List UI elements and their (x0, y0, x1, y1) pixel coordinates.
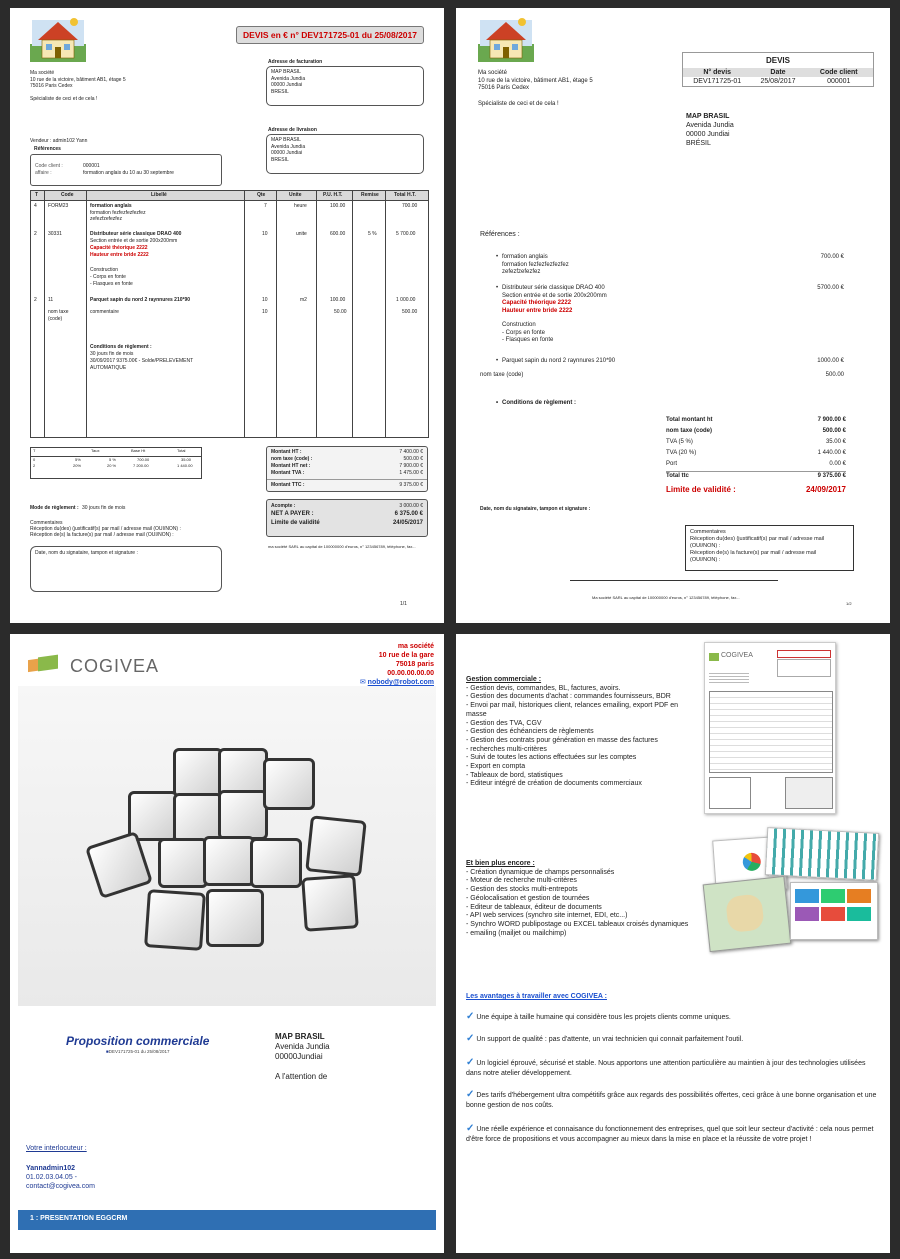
feature-item: - recherches multi-critères (466, 745, 547, 753)
total-ht: 7 400.00 € (399, 449, 423, 455)
checkmark-icon: ✓ (466, 1123, 475, 1134)
row-pu: 600.00 (330, 231, 346, 237)
item-amount: 1000.00 € (817, 358, 844, 364)
comments-line: (OUI/NON) : (690, 543, 721, 549)
row-unit: heure (294, 203, 307, 209)
total-row (666, 439, 846, 450)
footer-divider (570, 580, 778, 581)
row-total: 5 700.00 (396, 231, 416, 237)
total-label: Total montant ht (666, 417, 713, 423)
item-amount: 700.00 € (820, 254, 844, 260)
row-desc: Hauteur entre bride 2222 (90, 252, 149, 258)
item-distributeur (502, 285, 607, 345)
item-amount: 500.00 (825, 372, 844, 378)
comments-box (685, 525, 854, 571)
proposal-ref-row (106, 1049, 170, 1054)
quote-title: DEVIS en € n° DEV171725-01 du 25/08/2017 (236, 26, 424, 44)
col-libelle: Libellé (151, 192, 167, 198)
total-value: 9 375.00 € (817, 473, 846, 479)
client-code: 000001 (83, 163, 100, 169)
delivery-address (266, 134, 424, 174)
delivery-line: MAP BRASIL (271, 137, 301, 143)
payment-mode: 30 jours fin de mois (82, 505, 126, 511)
company-addr1: 10 rue de la victoire, bâtiment AB1, étage 5 (30, 76, 126, 83)
total-tva: 1 475.00 € (399, 470, 423, 476)
company-phone: 00.00.00.00.00 (387, 670, 434, 677)
devis-col-date: Date (770, 69, 786, 76)
contact-block (26, 1164, 95, 1191)
company-addr: 10 rue de la gare (378, 652, 434, 659)
bullet-icon: • (496, 254, 499, 260)
billing-line: Avenida Jundia (271, 75, 306, 82)
devis-header-row (683, 68, 873, 77)
row-code: 30331 (48, 231, 62, 237)
validity-date: 24/09/2017 (805, 485, 846, 494)
col-qte: Qte (257, 192, 266, 198)
bullet-icon: • (496, 285, 499, 291)
feature-item: - API web services (synchro site internet, EDI, etc...) (466, 912, 628, 920)
company-name: Ma société (30, 70, 55, 76)
validity-label: Limite de validité : (666, 485, 736, 494)
company-addr1: 10 rue de la victoire, bâtiment AB1, étage 5 (478, 77, 593, 84)
cogivea-logo-icon (28, 656, 62, 672)
vat-cell: 5 % (109, 457, 116, 462)
row-total: 500.00 (402, 309, 418, 315)
feature-item: - Suivi de toutes les actions effectuées sur les comptes (466, 754, 637, 762)
company-addr2: 75016 Paris Cedex (478, 85, 530, 91)
contact-phone: 01.02.03.04.05 - (26, 1174, 77, 1181)
company-address (478, 70, 593, 108)
vendor: Vendeur : admin102 Yann (30, 138, 88, 144)
row-pu: 50.00 (334, 309, 347, 315)
payment-conditions: 30 jours fin de mois (90, 351, 134, 357)
item-amount: 5700.00 € (817, 285, 844, 291)
signature-label: Date, nom du signataire, tampon et signature : (35, 550, 138, 556)
checkmark-icon: ✓ (466, 1057, 475, 1068)
features-title: Et bien plus encore : (466, 860, 535, 867)
advantage-text: Un logiciel éprouvé, sécurisé et stable. Nous apportons une attention particulière au maintien à jour des technologies utilisées dans notre atelier développement. (466, 1060, 866, 1077)
total-row (666, 428, 846, 439)
legal-footer: ma société SARL au capital de 100000000 d'euros, n° 123456789, téléphone, fax... (268, 544, 416, 549)
vat-cell: 20% (73, 463, 82, 468)
payment-conditions: AUTOMATIQUE (90, 365, 127, 371)
advantage-item (466, 1034, 881, 1045)
devis-number: DEV171725-01 (693, 78, 742, 85)
total-label: nom taxe (code) (666, 428, 713, 434)
company-city: 75018 paris (395, 661, 434, 668)
feature-item: - Gestion devis, commandes, BL, factures, avoirs. (466, 684, 621, 692)
company-block (360, 642, 434, 687)
devis-col-client: Code client (819, 69, 858, 76)
item-title: formation anglais (502, 254, 548, 260)
company-addr2: 75016 Paris Cedex (30, 83, 73, 89)
client-name: MAP BRASIL (275, 1032, 325, 1041)
col-pu: P.U. H.T. (323, 192, 343, 198)
feature-item: - Editeur intégré de création de documents commerciaux (466, 780, 642, 788)
item-desc: formation fezfezfezfezfez (502, 261, 569, 268)
row-desc: Construction (90, 267, 119, 273)
devis-value-row (683, 77, 873, 86)
payment-mode-label: Mode de règlement : (30, 505, 79, 511)
brand-name: COGIVEA (70, 656, 160, 676)
row-t: 2 (34, 297, 37, 303)
total-label: Port (666, 461, 678, 467)
vat-col-rate: Taux (91, 448, 100, 453)
section-title: 1 : PRESENTATION EGGCRM (30, 1215, 128, 1222)
row-label: Distributeur série classique DRAO 400 (90, 231, 182, 237)
item-desc: Section entrée et de sortie 200x200mm (502, 292, 607, 299)
feature-item: - Synchro WORD publipostage ou EXCEL tableaux croisés dynamiques (466, 920, 689, 928)
total-value: 1 440.00 € (817, 450, 846, 456)
total-row (666, 450, 846, 461)
section-banner (18, 1210, 436, 1230)
client-line: Avenida Jundia (686, 122, 734, 129)
checkmark-icon: ✓ (466, 1011, 475, 1022)
row-qty: 10 (262, 231, 268, 237)
contact-email: contact@cogivea.com (26, 1183, 95, 1190)
total-row (666, 417, 846, 428)
proposal-ref: DEV171725-01 du 25/08/2017 (108, 1049, 170, 1054)
client-block (275, 1032, 330, 1082)
comments-line: Réception de(s) la facture(s) par mail / adresse mail (690, 550, 817, 556)
row-t: 2 (34, 231, 37, 237)
row-code: FORM23 (48, 203, 69, 209)
bullet-icon: • (496, 400, 499, 406)
row-desc: Section entrée et de sortie 200x200mm (90, 238, 178, 244)
item-formation (502, 254, 569, 277)
total-label: TVA (5 %) (666, 439, 693, 445)
contact-name: Yannadmin102 (26, 1165, 76, 1172)
feature-item: - Gestion des stocks multi-entrepots (466, 886, 578, 894)
totals-box (266, 446, 428, 492)
row-qty: 10 (262, 309, 268, 315)
delivery-label: Adresse de livraison (268, 127, 317, 133)
doc-icon: ■ (106, 1049, 109, 1054)
total-value: 35.00 € (825, 439, 846, 445)
advantage-item (466, 1090, 881, 1111)
mail-icon: ✉ (359, 679, 366, 686)
item-desc: Capacité théorique 2222 (502, 300, 572, 306)
features-commercial (466, 676, 701, 789)
row-total: 1 000.00 (396, 297, 416, 303)
advantage-text: Un support de qualité : pas d'attente, un vrai technicien qui connait parfaitement l'outil. (476, 1036, 744, 1043)
payment-conditions: 30/09/2017 9375.00€ - Solde/PRELEVEMENT (90, 358, 194, 364)
total-htnet-label: Montant HT net : (271, 463, 311, 469)
feature-item: - Tableaux de bord, statistiques (466, 771, 563, 779)
company-email-link[interactable]: nobody@robot.com (367, 679, 434, 686)
advantage-item (466, 1058, 881, 1079)
advantage-text: Des tarifs d'hébergement ultra compétitifs grâce aux regards des possibilités offertes, ceci grâce à une bonne organisation et une bonne gestion de nos coûts. (466, 1092, 877, 1109)
company-name: Ma société (478, 70, 508, 76)
signature-label: Date, nom du signataire, tampon et signature : (480, 506, 591, 512)
advantages-title: Les avantages à travailler avec COGIVEA : (466, 993, 607, 1000)
advantage-text: Une réelle expérience et connaisance du fonctionnement des entreprises, quel que soit leur secteur d'activité : cela nous permet d'être force de propositions et vous accompagner au mieux dans la mise en place et la réussite de votre projet ! (466, 1126, 874, 1143)
client-attention: A l'attention de (275, 1072, 328, 1081)
vat-cell: 2 (33, 463, 36, 468)
contact-label: Votre interlocuteur : (26, 1145, 87, 1152)
feature-item: - Gestion des TVA, CGV (466, 719, 542, 727)
company-name: ma société (397, 643, 434, 650)
item-title: nom taxe (code) (480, 372, 524, 378)
item-desc: - Corps en fonte (502, 329, 546, 336)
item-desc: zefezfzefezfez (502, 269, 541, 275)
row-pu: 100.00 (330, 297, 346, 303)
payment-box (266, 499, 428, 537)
item-desc: - Flasques en fonte (502, 337, 554, 343)
feature-item: - Gestion des documents d'achat : commandes fournisseurs, BDR (466, 693, 671, 701)
row-desc: zefezfzefezfez (90, 216, 122, 222)
vat-cell: 20 % (107, 463, 117, 468)
delivery-line: Avenida Jundia (271, 143, 306, 150)
row-desc: Capacité théorique 2222 (90, 245, 148, 251)
row-code: 11 (48, 297, 54, 303)
client-line: 00000Jundiai (275, 1052, 323, 1061)
checkmark-icon: ✓ (466, 1033, 475, 1044)
advantage-item (466, 1012, 881, 1023)
col-t: T (35, 192, 39, 198)
item-desc: Hauteur entre bride 2222 (502, 307, 573, 314)
delivery-line: 00000 Jundiai (271, 150, 303, 156)
row-code: nom taxe (code) (48, 309, 69, 322)
devis-header-table (682, 52, 874, 87)
features-title: Gestion commerciale : (466, 676, 542, 683)
row-unit: m2 (300, 297, 307, 303)
row-label: commentaire (90, 309, 119, 315)
company-tagline: Spécialiste de ceci et de cela ! (30, 95, 98, 102)
checkmark-icon: ✓ (466, 1089, 475, 1100)
billing-address (266, 66, 424, 106)
feature-item: - Export en compta (466, 763, 526, 771)
client-line: BRÉSIL (686, 140, 711, 147)
vat-cell: 1 440.00 (177, 463, 193, 468)
references-box (30, 154, 222, 186)
total-label: Total ttc (666, 473, 689, 479)
row-total: 700.00 (402, 203, 418, 209)
delivery-line: BRESIL (271, 156, 289, 163)
row-desc: - Flasques en fonte (90, 281, 133, 287)
client-address (686, 112, 734, 148)
company-address (30, 70, 126, 102)
item-title: Parquet sapin du nord 2 raynnures 210*90 (502, 358, 616, 364)
devis-client-code: 000001 (827, 78, 851, 85)
comments-label: Commentaires (690, 529, 726, 535)
feature-item: - Création dynamique de champs personnalisés (466, 868, 615, 876)
comments-label: Commentaires (30, 520, 63, 526)
row-qty: 7 (264, 203, 267, 209)
total-ttc: 9 375.00 € (399, 482, 423, 488)
payment-conditions-label: Conditions de règlement : (502, 400, 577, 406)
total-row (666, 473, 846, 484)
comments-line: Réception du(des) (justificatif(s) par mail / adresse mail (690, 536, 825, 542)
affaire-label: affaire : (35, 170, 52, 176)
tax-label: nom taxe (code) : (271, 456, 313, 462)
row-desc: - Corps en fonte (90, 274, 126, 280)
row-t: 4 (34, 203, 37, 209)
comments-line: Réception de(s) la facture(s) par mail / adresse mail (OUI/NON) : (30, 532, 174, 538)
devis-col-number: N° devis (703, 69, 732, 76)
billing-line: BRESIL (271, 88, 289, 95)
feature-item: - Géolocalisation et gestion de tournées (466, 894, 590, 902)
billing-line: MAP BRASIL (271, 69, 301, 75)
feature-item: - Gestion des contrats pour génération en masse des factures (466, 736, 658, 744)
item-desc: Construction (502, 322, 536, 328)
feature-item: - Envoi par mail, historiques client, relances emailing, export PDF en (466, 702, 679, 710)
client-name: MAP BRASIL (686, 113, 730, 120)
vat-col-t: T (33, 448, 36, 453)
deposit-label: Acompte : (271, 503, 296, 509)
comments-line: Réception du(des) (justificatif(s) par mail / adresse mail (OUI/NON) : (30, 526, 181, 532)
vat-cell: 35.00 (181, 457, 192, 462)
total-htnet: 7 900.00 € (399, 463, 423, 469)
payment-conditions-label: Conditions de règlement : (90, 344, 152, 350)
vat-col-base: Base Ht (131, 448, 146, 453)
vat-cell: 5% (75, 457, 81, 462)
page-number: 1/1 (400, 601, 407, 607)
cube-illustration (18, 686, 436, 1006)
client-line: Avenida Jundia (275, 1042, 330, 1051)
row-label: formation anglais (90, 203, 132, 209)
advantage-item (466, 1124, 881, 1145)
page-features (456, 634, 890, 1253)
row-discount: 5 % (368, 231, 377, 237)
billing-line: 00000 Jundiai (271, 82, 303, 88)
col-unite: Unite (289, 192, 302, 198)
feature-item: - Gestion des échéanciers de règlements (466, 728, 594, 736)
page-quote-detailed (10, 8, 444, 623)
legal-footer: Ma société SARL au capital de 100000000 d'euros, n° 123456789, téléphone, fax... (592, 595, 740, 600)
total-ht-label: Montant HT : (271, 449, 302, 455)
total-ttc-label: Montant TTC : (271, 482, 305, 488)
net-label: NET A PAYER : (271, 511, 314, 517)
company-tagline: Spécialiste de ceci et de cela ! (478, 100, 559, 107)
col-code: Code (61, 192, 74, 198)
validity-date: 24/05/2017 (392, 520, 423, 526)
total-value: 7 900.00 € (817, 417, 846, 423)
billing-label: Adresse de facturation (268, 59, 323, 65)
feature-item: masse (466, 710, 487, 718)
page-cover (10, 634, 444, 1253)
row-qty: 10 (262, 297, 268, 303)
vat-cell: 700.00 (137, 457, 150, 462)
quote-thumbnail (704, 642, 836, 814)
signature-box (30, 546, 222, 592)
col-total: Total H.T. (394, 192, 416, 198)
total-row (666, 485, 846, 496)
total-value: 0.00 € (829, 461, 846, 467)
page-quote-summary (456, 8, 890, 623)
row-desc: formation fezfezfezfezfez (90, 210, 146, 216)
net-amount: 6 375.00 € (394, 511, 423, 517)
features-more (466, 860, 706, 938)
row-pu: 100.00 (330, 203, 346, 209)
comments-line: (OUI/NON) : (690, 557, 721, 563)
col-remise: Remise (361, 192, 379, 198)
devis-date: 25/08/2017 (760, 78, 796, 85)
references-label: Références (34, 146, 61, 152)
references-label: Références : (480, 231, 520, 238)
total-value: 500.00 € (822, 428, 846, 434)
bullet-icon: • (496, 358, 499, 364)
row-label: Parquet sapin du nord 2 raynnures 210*90 (90, 297, 191, 303)
devis-title: DEVIS (765, 56, 790, 65)
proposal-title: Proposition commerciale (66, 1034, 210, 1048)
vat-table (30, 447, 202, 479)
affaire: formation anglais du 10 au 30 septembre (83, 170, 174, 176)
vat-cell: 0 (33, 457, 36, 462)
total-tva-label: Montant TVA : (271, 470, 305, 476)
row-unit: unite (296, 231, 307, 237)
tax: 500.00 € (403, 456, 423, 462)
feature-item: - Moteur de recherche multi-critères (466, 877, 577, 885)
page-number: 1/2 (846, 601, 852, 606)
client-line: 00000 Jundiai (686, 131, 730, 138)
deposit: 3 000.00 € (399, 503, 423, 509)
company-logo (478, 16, 534, 62)
item-title: Distributeur série classique DRAO 400 (502, 285, 605, 291)
feature-item: - Editeur de tableaux, éditeur de documents (466, 903, 602, 911)
feature-item: - emailing (mailjet ou mailchimp) (466, 929, 567, 937)
vat-cell: 7 200.00 (133, 463, 149, 468)
company-logo (30, 16, 86, 62)
total-label: TVA (20 %) (666, 450, 697, 456)
app-screenshots (706, 830, 884, 950)
vat-col-total: Total (177, 448, 186, 453)
advantage-text: Une équipe à taille humaine qui considère tous les projets clients comme uniques. (476, 1014, 731, 1021)
client-code-label: Code client : (35, 163, 63, 169)
validity-label: Limite de validité (271, 520, 320, 526)
thumbnail-brand: COGIVEA (721, 652, 753, 659)
